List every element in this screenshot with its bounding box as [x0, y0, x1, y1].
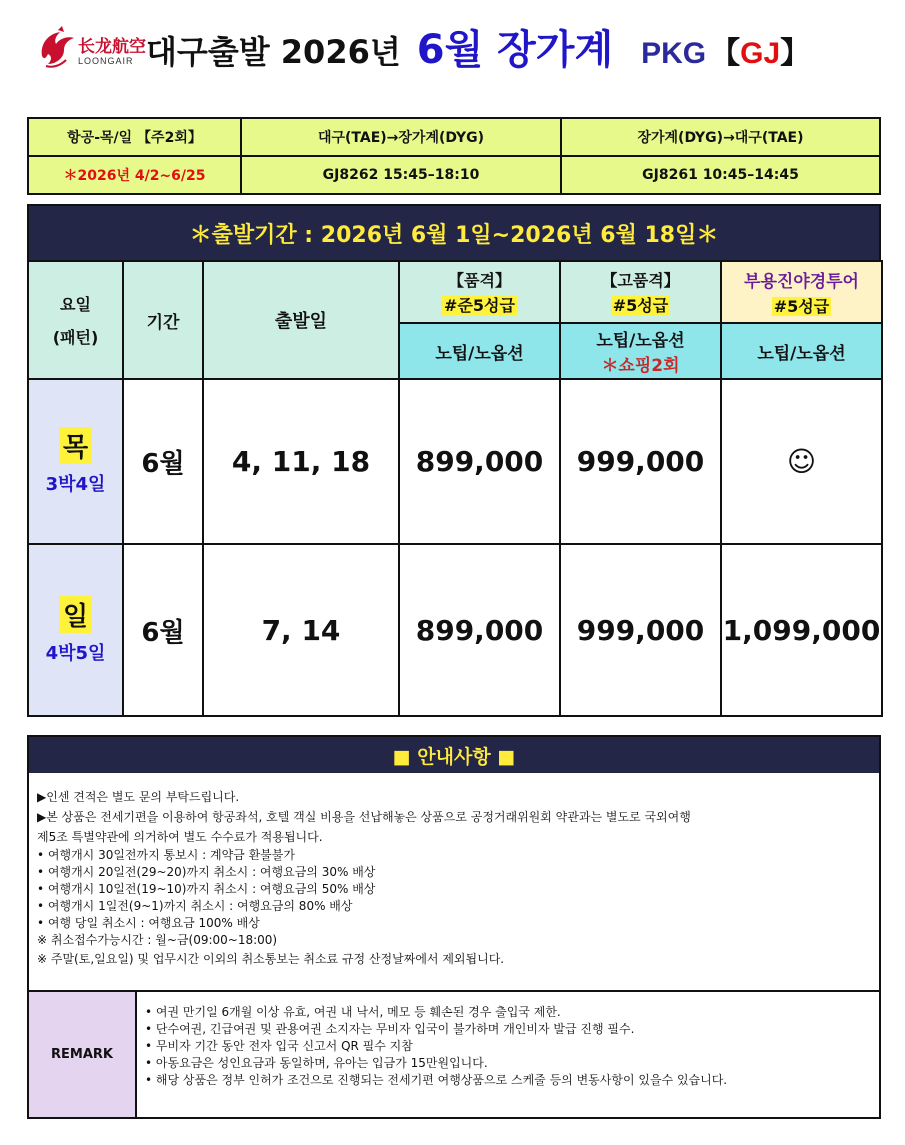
remark-body [137, 992, 879, 1117]
header-grade-nighttour [721, 261, 882, 323]
cancel-policy-item: • 여행개시 10일전(19~10)까지 취소시 : 여행요금의 50% 배상 [37, 882, 376, 896]
header-pattern-label: (패턴) [52, 328, 99, 347]
bracket-open: 【 [710, 37, 741, 70]
header-day-label: 요일 [60, 295, 91, 314]
period-text: ＊2026년 4/2~6/25 [63, 168, 206, 184]
grade2-option: 노팁/노옵션 [596, 331, 685, 351]
airline-logo [38, 22, 146, 78]
row-price-nighttour: 1,099,000 [721, 544, 882, 716]
grade1-name: 【품격】 [448, 271, 511, 290]
header-day-pattern [28, 261, 123, 379]
remark-label: REMARK [29, 992, 137, 1117]
price-section [27, 204, 881, 717]
title-pkg: PKG [641, 37, 707, 70]
notice-body [29, 773, 879, 992]
row-price-nighttour: ☺ [721, 379, 882, 544]
table-row [28, 544, 882, 716]
row-month: 6월 [123, 544, 203, 716]
header-grade-standard [399, 261, 560, 323]
grade2-option-cell [560, 323, 721, 379]
table-row [28, 379, 882, 544]
return-flight: GJ8261 10:45–14:45 [561, 156, 880, 194]
grade3-name: 부용진야경투어 [744, 272, 859, 292]
operation-period [28, 156, 241, 194]
header-grade-premium [560, 261, 721, 323]
return-route: 장가계(DYG)→대구(TAE) [561, 118, 880, 156]
row-day-cell [28, 379, 123, 544]
grade3-option: 노팁/노옵션 [721, 323, 882, 379]
remark-section [29, 992, 879, 1117]
notice-section [27, 735, 881, 1119]
header-period: 기간 [123, 261, 203, 379]
logo-chinese-text: 长龙航空 [78, 37, 146, 57]
title-month-destination: 6월 장가계 [416, 27, 614, 73]
notice-line: 제5조 특별약관에 의거하여 별도 수수료가 적용됩니다. [37, 830, 323, 844]
airline-days-label: 항공-목/일 【주2회】 [28, 118, 241, 156]
dragon-logo-icon [38, 26, 76, 68]
row-price-standard: 899,000 [399, 379, 560, 544]
remark-item: • 무비자 기간 동안 전자 입국 신고서 QR 필수 지참 [145, 1039, 413, 1053]
header-departure-dates: 출발일 [203, 261, 399, 379]
outbound-route: 대구(TAE)→장가계(DYG) [241, 118, 561, 156]
cancel-policy-item: • 여행 당일 취소시 : 여행요금 100% 배상 [37, 916, 260, 930]
row-price-premium: 999,000 [560, 544, 721, 716]
grade2-name: 【고품격】 [601, 271, 680, 290]
remark-item: • 여권 만기일 6개월 이상 유효, 여권 내 낙서, 메모 등 훼손된 경우 출입국 제한. [145, 1005, 561, 1019]
notice-line: ▶인센 견적은 별도 문의 부탁드립니다. [37, 790, 240, 804]
row-day: 일 [59, 596, 92, 633]
page-header [0, 0, 905, 95]
bracket-close: 】 [780, 37, 811, 70]
flight-schedule-table [27, 117, 881, 195]
notice-note: ※ 취소접수가능시간 : 월~금(09:00~18:00) [37, 933, 278, 947]
grade3-level: #5성급 [773, 297, 830, 316]
row-price-standard: 899,000 [399, 544, 560, 716]
notice-title: ■ 안내사항 ■ [29, 737, 879, 773]
cancel-policy-item: • 여행개시 30일전까지 통보시 : 계약금 환불불가 [37, 848, 295, 862]
notice-line: ▶본 상품은 전세기편을 이용하여 항공좌석, 호텔 객실 비용을 선납해놓은 상품으로 공정거래위원회 약관과는 별도로 국외여행 [37, 810, 691, 824]
remark-item: • 단수여권, 긴급여권 및 관용여권 소지자는 무비자 입국이 불가하며 개인비자 발급 진행 필수. [145, 1022, 635, 1036]
grade2-shopping-note: ＊쇼핑2회 [601, 356, 680, 376]
logo-english-text: LOONGAIR [78, 56, 134, 66]
remark-item: • 아동요금은 성인요금과 동일하며, 유아는 입금가 15만원입니다. [145, 1056, 488, 1070]
departure-period-banner: ＊출발기간 : 2026년 6월 1일~2026년 6월 18일＊ [27, 204, 881, 260]
title-origin-year: 대구출발 2026년 [146, 33, 401, 71]
row-price-premium: 999,000 [560, 379, 721, 544]
row-dates: 4, 11, 18 [203, 379, 399, 544]
grade1-level: #준5성급 [444, 296, 515, 315]
row-day-cell [28, 544, 123, 716]
price-table [27, 260, 883, 717]
row-pattern: 3박4일 [45, 474, 106, 495]
title-gj-code [710, 28, 810, 72]
cancel-policy-item: • 여행개시 20일전(29~20)까지 취소시 : 여행요금의 30% 배상 [37, 865, 376, 879]
grade1-option: 노팁/노옵션 [399, 323, 560, 379]
remark-item: • 해당 상품은 정부 인허가 조건으로 진행되는 전세기편 여행상품으로 스케줄 등의 변동사항이 있을수 있습니다. [145, 1073, 728, 1087]
outbound-flight: GJ8262 15:45–18:10 [241, 156, 561, 194]
row-day: 목 [59, 427, 92, 464]
row-month: 6월 [123, 379, 203, 544]
cancel-policy-item: • 여행개시 1일전(9~1)까지 취소시 : 여행요금의 80% 배상 [37, 899, 353, 913]
notice-note: ※ 주말(토,일요일) 및 업무시간 이외의 취소통보는 취소료 규정 산정날짜에서 제외됩니다. [37, 952, 505, 966]
grade2-level: #5성급 [612, 296, 669, 315]
gj-text: GJ [740, 37, 781, 70]
row-dates: 7, 14 [203, 544, 399, 716]
page-title [146, 18, 810, 74]
row-pattern: 4박5일 [45, 642, 106, 664]
